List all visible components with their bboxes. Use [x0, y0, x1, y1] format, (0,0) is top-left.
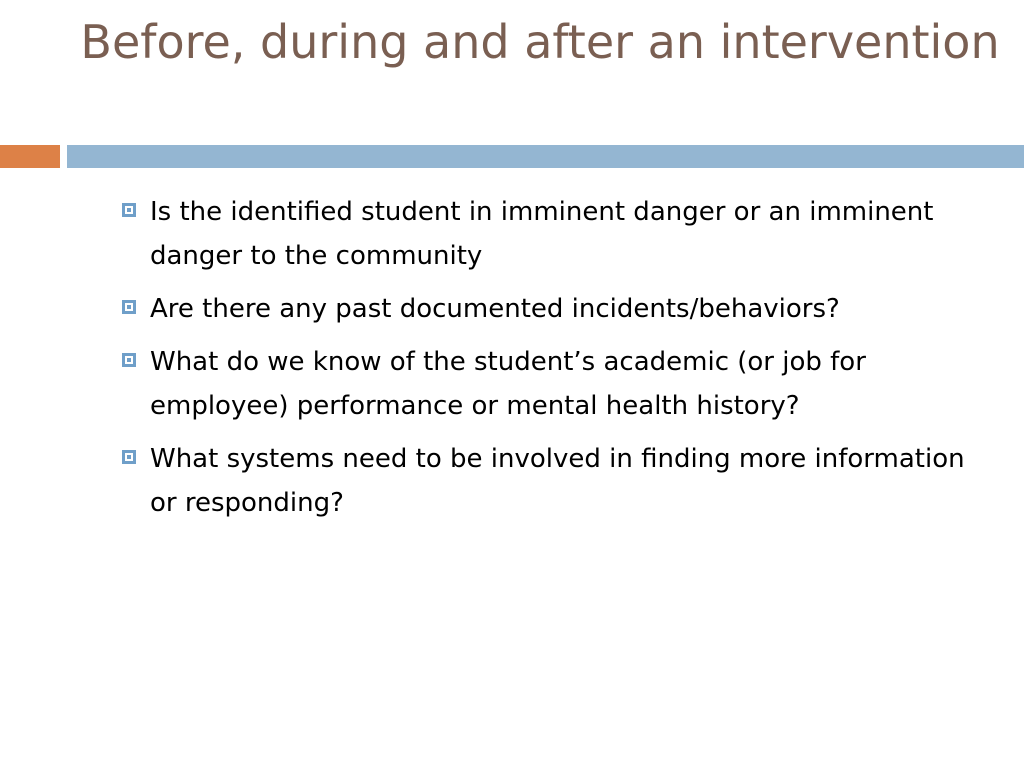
accent-bar-orange [0, 145, 60, 168]
square-bullet-icon [122, 353, 136, 367]
bullet-item [120, 287, 990, 331]
square-bullet-icon [122, 450, 136, 464]
square-bullet-icon [122, 300, 136, 314]
accent-bar-blue [67, 145, 1024, 168]
bullet-item [120, 340, 990, 428]
bullet-text: What systems need to be involved in finding more information or responding? [150, 444, 965, 518]
slide-title: Before, during and after an intervention [80, 15, 1000, 69]
bullet-list [120, 190, 990, 534]
square-bullet-icon [122, 203, 136, 217]
bullet-item [120, 437, 990, 525]
bullet-text: Is the identified student in imminent danger or an imminent danger to the community [150, 197, 934, 271]
bullet-item [120, 190, 990, 278]
bullet-text: Are there any past documented incidents/behaviors? [150, 294, 840, 324]
bullet-text: What do we know of the student’s academic (or job for employee) performance or mental health history? [150, 347, 866, 421]
